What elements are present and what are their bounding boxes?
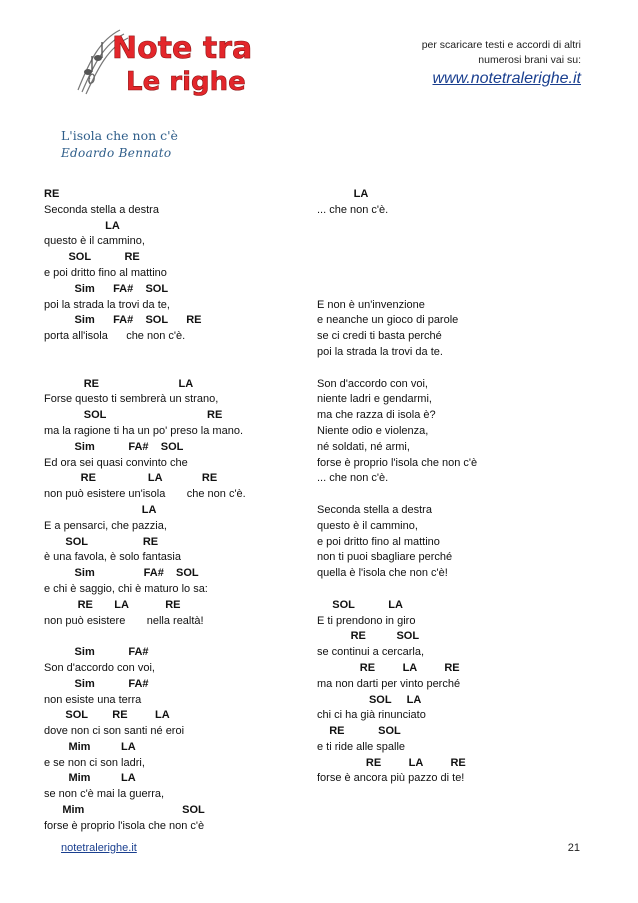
chord-line: SOL LA (317, 598, 403, 611)
chord-line: RE SOL (317, 725, 401, 738)
lyrics-column-right (317, 187, 607, 787)
header-info-line2: numerosi brani vai su: (478, 54, 581, 66)
chord-line: RE (44, 188, 60, 200)
lyric-line: se continui a cercarla, (317, 646, 424, 659)
chord-line: Sim FA# SOL (44, 440, 184, 453)
header-info-line1: per scaricare testi e accordi di altri (421, 39, 581, 51)
chord-line: LA (317, 188, 369, 200)
lyric-line: ... che non c'è. (317, 472, 389, 485)
lyric-line: ma la ragione ti ha un po' preso la mano. (44, 424, 243, 437)
chord-line: Sim FA# (44, 646, 149, 659)
lyric-line: E non è un'invenzione (317, 298, 425, 311)
chord-line: SOL RE (44, 251, 140, 264)
chord-line: RE LA RE (317, 756, 466, 769)
lyric-line: E ti prendono in giro (317, 614, 416, 627)
site-logo (70, 20, 253, 98)
lyric-line: e neanche un gioco di parole (317, 314, 459, 327)
chord-line: Sim FA# SOL (44, 282, 169, 295)
chord-line: Mim SOL (44, 804, 205, 817)
footer-link[interactable]: notetralerighe.it (61, 842, 137, 854)
lyric-line: e chi è saggio, chi è maturo lo sa: (44, 582, 208, 595)
blank-line (317, 487, 607, 503)
music-notes-icon (70, 20, 253, 98)
lyric-line: e se non ci son ladri, (44, 756, 145, 769)
song-author: Edoardo Bennato (61, 146, 172, 160)
chord-line: Sim FA# (44, 677, 149, 690)
lyric-line: E a pensarci, che pazzia, (44, 519, 167, 532)
chord-line: Sim FA# SOL (44, 567, 199, 580)
lyric-line: Ed ora sei quasi convinto che (44, 456, 188, 469)
website-link[interactable]: www.notetralerighe.it (432, 70, 581, 87)
lyric-line: questo è il cammino, (44, 235, 145, 248)
lyric-line: ma che razza di isola è? (317, 409, 436, 422)
chord-line: SOL RE (44, 409, 223, 422)
chord-line: RE LA (44, 377, 194, 390)
lyric-line: porta all'isola che non c'è. (44, 330, 186, 343)
chord-line: Mim LA (44, 740, 136, 753)
lyric-line: né soldati, né armi, (317, 440, 410, 453)
lyric-line: ... che non c'è. (317, 203, 389, 216)
lyric-line: e poi dritto fino al mattino (44, 266, 167, 279)
lyric-line: se non c'è mai la guerra, (44, 788, 165, 801)
song-title: L'isola che non c'è (61, 128, 178, 143)
lyric-line: questo è il cammino, (317, 519, 418, 532)
chord-line: LA (44, 503, 157, 516)
lyric-line: quella è l'isola che non c'è! (317, 567, 448, 580)
lyric-line: e poi dritto fino al mattino (317, 535, 440, 548)
lyric-line: forse è ancora più pazzo di te! (317, 772, 465, 785)
lyric-line: niente ladri e gendarmi, (317, 393, 432, 406)
blank-line (317, 282, 607, 298)
blank-line (317, 234, 607, 250)
chord-line: SOL RE (44, 535, 159, 548)
blank-line (44, 345, 304, 361)
lyric-line: chi ci ha già rinunciato (317, 709, 426, 722)
chord-line: RE LA RE (44, 598, 181, 611)
lyric-line: Niente odio e violenza, (317, 424, 429, 437)
lyric-line: ma non darti per vinto perché (317, 677, 461, 690)
chord-line: RE LA RE (317, 661, 460, 674)
logo-text-bottom: Le righe (126, 67, 246, 97)
lyric-line: non può esistere un'isola che non c'è. (44, 488, 246, 501)
page-number: 21 (567, 842, 580, 854)
lyric-line: e ti ride alle spalle (317, 740, 406, 753)
logo-text-top: Note tra (112, 31, 253, 66)
blank-line (44, 629, 304, 645)
lyric-line: forse è proprio l'isola che non c'è (44, 819, 205, 832)
lyric-line: Son d'accordo con voi, (44, 661, 155, 674)
lyric-line: poi la strada la trovi da te, (44, 298, 170, 311)
chord-line: RE SOL (317, 630, 420, 643)
lyric-line: è una favola, è solo fantasia (44, 551, 181, 564)
lyric-line: non ti puoi sbagliare perché (317, 551, 453, 564)
lyric-line: forse è proprio l'isola che non c'è (317, 456, 478, 469)
lyric-line: poi la strada la trovi da te. (317, 345, 443, 358)
blank-line (317, 219, 607, 235)
chord-line: Sim FA# SOL RE (44, 314, 202, 327)
chord-line: SOL LA (317, 693, 422, 706)
lyrics-column-left (44, 187, 304, 835)
blank-line (317, 266, 607, 282)
chord-line: LA (44, 219, 120, 232)
blank-line (44, 361, 304, 377)
lyric-line: non esiste una terra (44, 693, 142, 706)
lyric-line: Forse questo ti sembrerà un strano, (44, 393, 219, 406)
chord-line: RE LA RE (44, 472, 218, 485)
blank-line (317, 582, 607, 598)
lyric-line: Son d'accordo con voi, (317, 377, 428, 390)
header-info (281, 38, 581, 68)
lyric-line: non può esistere nella realtà! (44, 614, 204, 627)
lyric-line: dove non ci son santi né eroi (44, 725, 185, 738)
lyric-line: se ci credi ti basta perché (317, 330, 442, 343)
chord-line: SOL RE LA (44, 709, 170, 722)
blank-line (317, 250, 607, 266)
lyric-line: Seconda stella a destra (44, 203, 159, 216)
blank-line (317, 361, 607, 377)
lyric-line: Seconda stella a destra (317, 503, 432, 516)
chord-line: Mim LA (44, 772, 136, 785)
